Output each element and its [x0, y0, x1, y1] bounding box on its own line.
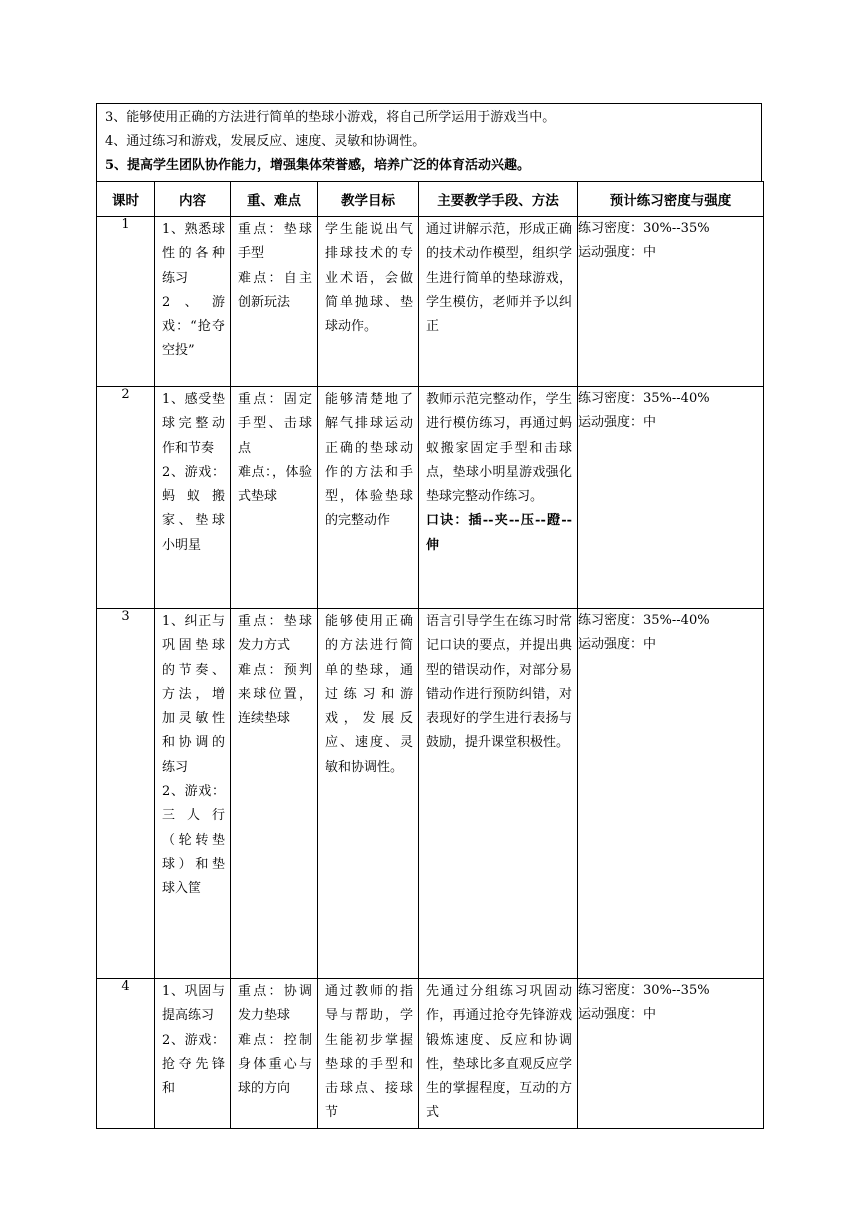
method-cell	[419, 609, 578, 979]
method-text: 教师示范完整动作，学生进行模仿练习，再通过蚂蚁搬家固定手型和击球点，垫球小明星游戏强化垫球完整动作练习。	[426, 392, 572, 505]
header-method: 主要教学手段、方法	[419, 182, 578, 217]
table-row	[97, 979, 764, 1129]
keypoint-line: 重点：垫球发力方式	[238, 614, 312, 654]
method-cell	[419, 217, 578, 387]
keypoint-line: 难点：控制身体重心与球的方向	[238, 1032, 312, 1097]
objective-4: 4、通过练习和游戏，发展反应、速度、灵敏和协调性。	[105, 134, 426, 149]
header-density: 预计练习密度与强度	[578, 182, 764, 217]
density-cell	[578, 979, 764, 1129]
keypoint-line: 难点：自主创新玩法	[238, 270, 312, 310]
content-cell	[155, 217, 231, 387]
lesson-number: 1	[97, 217, 155, 387]
header-goal: 教学目标	[318, 182, 419, 217]
lesson-number: 4	[97, 979, 155, 1129]
content-line: 2、游戏：蚂蚁搬家、垫球小明星	[162, 464, 225, 553]
header-content: 内容	[155, 182, 231, 217]
objective-5: 5、提高学生团队协作能力，增强集体荣誉感，培养广泛的体育活动兴趣。	[105, 158, 531, 173]
content-line: 1、感受垫球完整动作和节奏	[162, 392, 225, 456]
content-line: 1、熟悉球性的各种练习	[162, 222, 225, 286]
table-row	[97, 217, 764, 387]
intensity-text: 运动强度：中	[578, 245, 657, 260]
header-lesson: 课时	[97, 182, 155, 217]
method-mnemonic: 口诀：插--夹--压--蹬--伸	[426, 513, 572, 553]
density-text: 练习密度：35%--40%	[578, 613, 710, 628]
intensity-text: 运动强度：中	[578, 415, 657, 430]
content-line: 2、游戏：“抢夺空投”	[162, 294, 225, 359]
keypoint-line: 难点：，体验式垫球	[238, 464, 312, 505]
table-row	[97, 609, 764, 979]
keypoint-line: 重点：协调发力垫球	[238, 984, 312, 1024]
goal-text: 能够使用正确的方法进行简单的垫球，通过练习和游戏，发展反应、速度、灵敏和协调性。	[325, 614, 413, 775]
density-cell	[578, 609, 764, 979]
density-text: 练习密度：30%--35%	[578, 983, 710, 998]
table-row	[97, 387, 764, 609]
method-text: 语言引导学生在练习时常记口诀的要点，并提出典型的错误动作，对部分易错动作进行预防纠错，对表现好的学生进行表扬与鼓励，提升课堂积极性。	[426, 614, 572, 751]
keypoint-line: 重点：固定手型、击球点	[238, 392, 312, 456]
goal-text: 通过教师的指导与帮助，学生能初步掌握垫球的手型和击球点、接球节	[325, 984, 413, 1121]
content-line: 2、游戏：抢夺先锋和	[162, 1032, 225, 1097]
intensity-text: 运动强度：中	[578, 1007, 657, 1022]
content-line: 1、纠正与巩固垫球的节奏、方法，增加灵敏性和协调的练习	[162, 614, 225, 775]
content-cell	[155, 609, 231, 979]
keypoints-cell	[231, 609, 318, 979]
content-line: 2、游戏：三人行（轮转垫球）和垫球入筐	[162, 784, 225, 897]
teaching-objectives	[96, 103, 762, 181]
intensity-text: 运动强度：中	[578, 637, 657, 652]
header-keypoints: 重、难点	[231, 182, 318, 217]
keypoints-cell	[231, 387, 318, 609]
density-cell	[578, 217, 764, 387]
goal-cell	[318, 387, 419, 609]
method-cell	[419, 387, 578, 609]
goal-cell	[318, 609, 419, 979]
table-header-row	[97, 182, 764, 217]
goal-text: 学生能说出气排球技术的专业术语，会做简单抛球、垫球动作。	[325, 222, 413, 335]
density-text: 练习密度：35%--40%	[578, 391, 710, 406]
lesson-number: 3	[97, 609, 155, 979]
goal-cell	[318, 979, 419, 1129]
lesson-plan-page	[96, 103, 762, 1129]
keypoint-line: 难点：预判来球位置，连续垫球	[238, 662, 312, 727]
objective-3: 3、能够使用正确的方法进行简单的垫球小游戏，将自己所学运用于游戏当中。	[105, 110, 556, 125]
goal-text: 能够清楚地了解气排球运动正确的垫球动作的方法和手型，体验垫球的完整动作	[325, 392, 413, 529]
lesson-number: 2	[97, 387, 155, 609]
density-cell	[578, 387, 764, 609]
density-text: 练习密度：30%--35%	[578, 221, 710, 236]
lesson-plan-table	[96, 181, 764, 1129]
keypoints-cell	[231, 979, 318, 1129]
content-cell	[155, 387, 231, 609]
method-cell	[419, 979, 578, 1129]
content-cell	[155, 979, 231, 1129]
method-text: 通过讲解示范，形成正确的技术动作模型，组织学生进行简单的垫球游戏，学生模仿，老师并予以纠正	[426, 222, 572, 335]
content-line: 1、巩固与提高练习	[162, 984, 225, 1024]
keypoints-cell	[231, 217, 318, 387]
goal-cell	[318, 217, 419, 387]
keypoint-line: 重点：垫球手型	[238, 222, 312, 262]
method-text: 先通过分组练习巩固动作，再通过抢夺先锋游戏锻炼速度、反应和协调性，垫球比多直观反应学生的掌握程度，互动的方式	[426, 984, 572, 1121]
